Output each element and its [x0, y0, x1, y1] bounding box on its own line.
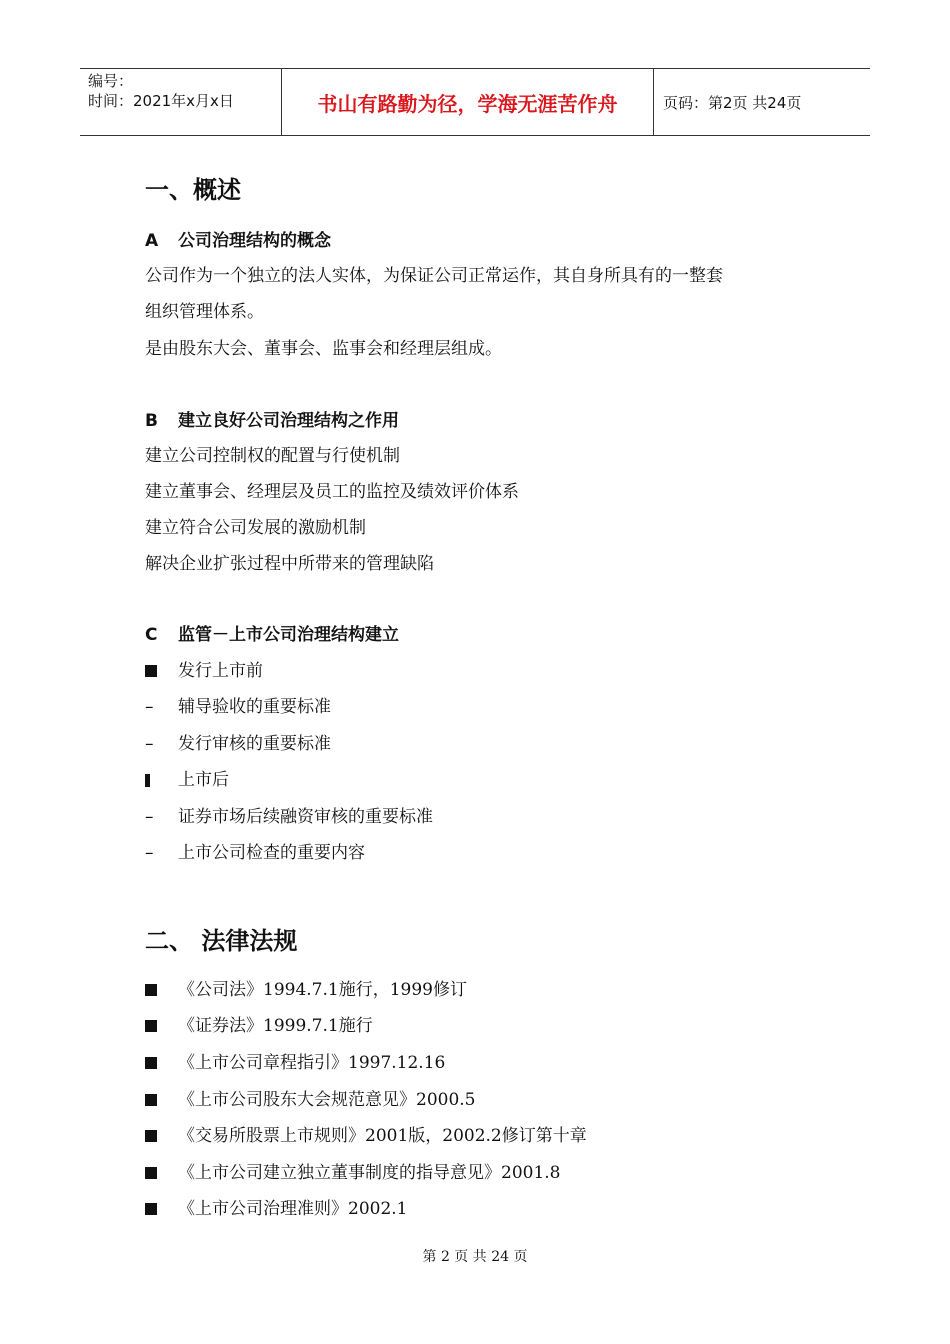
list-item: 《上市公司治理准则》2002.1	[145, 1194, 407, 1219]
subsection-title-c	[145, 620, 399, 645]
paragraph-line: 是由股东大会、董事会、监事会和经理层组成。	[145, 339, 502, 359]
section-title-laws: 二、 法律法规	[145, 927, 298, 955]
list-item: 发行上市前	[145, 656, 263, 681]
subsection-title-text: 监管－上市公司治理结构建立	[178, 625, 399, 645]
list-item: 《上市公司股东大会规范意见》2000.5	[145, 1085, 475, 1110]
square-bullet-icon	[145, 1090, 178, 1110]
header-motto: 书山有路勤为径，学海无涯苦作舟	[281, 69, 654, 135]
paragraph-line: 组织管理体系。	[145, 302, 264, 322]
square-bullet-icon	[145, 1163, 178, 1183]
square-bullet-icon	[145, 1016, 178, 1036]
list-item: 《上市公司章程指引》1997.12.16	[145, 1048, 445, 1073]
subsection-title-text: 公司治理结构的概念	[178, 231, 331, 251]
list-item: 《交易所股票上市规则》2001版，2002.2修订第十章	[145, 1121, 587, 1146]
subsection-marker: C	[145, 625, 158, 645]
list-item: – 上市公司检查的重要内容	[145, 843, 365, 863]
list-item: 《证券法》1999.7.1施行	[145, 1011, 373, 1036]
subsection-title-b	[145, 406, 399, 431]
dash-bullet-icon: –	[145, 734, 154, 754]
list-item: 《上市公司建立独立董事制度的指导意见》2001.8	[145, 1158, 560, 1183]
header-time: 时间：2021年x月x日	[88, 92, 234, 110]
square-bullet-icon	[145, 1126, 178, 1146]
page-header	[80, 68, 870, 136]
subsection-marker: B	[145, 411, 158, 431]
page-footer: 第 2 页 共 24 页	[422, 1249, 528, 1265]
header-number: 编号：	[88, 72, 134, 90]
paragraph-line: 建立符合公司发展的激励机制	[145, 518, 366, 538]
dash-bullet-icon: –	[145, 843, 154, 863]
bar-bullet-icon	[145, 770, 178, 790]
list-item: 《公司法》1994.7.1施行，1999修订	[145, 975, 467, 1000]
square-bullet-icon	[145, 1053, 178, 1073]
paragraph-line: 解决企业扩张过程中所带来的管理缺陷	[145, 554, 434, 574]
header-page-info: 页码：第2页 共24页	[663, 93, 802, 112]
square-bullet-icon	[145, 980, 178, 1000]
list-item: – 发行审核的重要标准	[145, 734, 331, 754]
dash-bullet-icon: –	[145, 807, 154, 827]
list-item: – 辅导验收的重要标准	[145, 697, 331, 717]
list-item: 上市后	[145, 765, 229, 790]
subsection-title-a	[145, 226, 331, 251]
subsection-marker: A	[145, 231, 159, 251]
square-bullet-icon	[145, 1199, 178, 1219]
dash-bullet-icon: –	[145, 697, 154, 717]
paragraph-line: 建立董事会、经理层及员工的监控及绩效评价体系	[145, 482, 519, 502]
paragraph-line: 公司作为一个独立的法人实体，为保证公司正常运作，其自身所具有的一整套	[145, 266, 723, 286]
section-title-overview: 一、概述	[145, 176, 241, 204]
header-meta	[80, 69, 281, 135]
paragraph-line: 建立公司控制权的配置与行使机制	[145, 446, 400, 466]
subsection-title-text: 建立良好公司治理结构之作用	[178, 411, 399, 431]
square-bullet-icon	[145, 661, 178, 681]
list-item: – 证券市场后续融资审核的重要标准	[145, 807, 433, 827]
